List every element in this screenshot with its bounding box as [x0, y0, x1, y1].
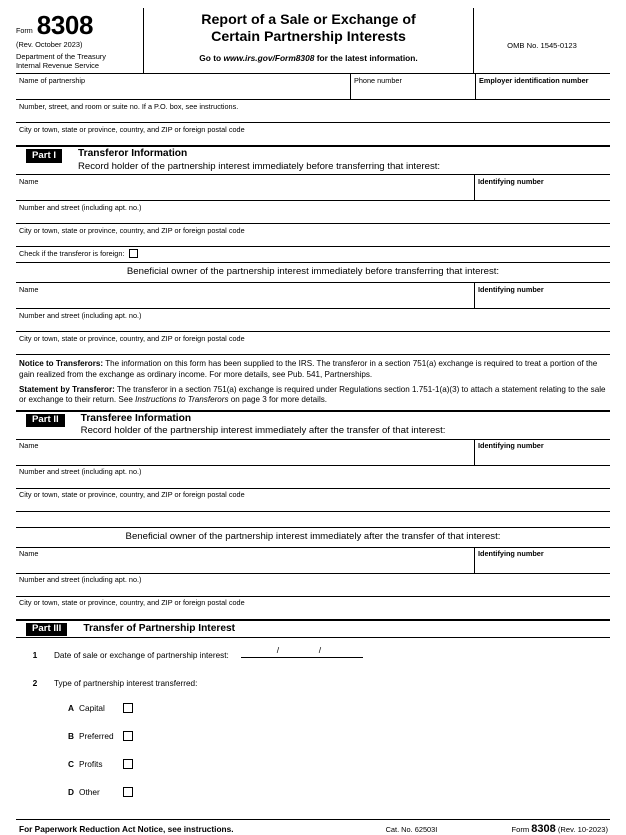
- transferor-record-street-caption: Number and street (including apt. no.): [19, 202, 142, 212]
- interest-type-option-c: [16, 759, 610, 769]
- transferor-record-city-caption: City or town, state or province, country, and ZIP or foreign postal code: [19, 225, 245, 235]
- part-2-subtitle: Record holder of the partnership interest immediately after the transfer of that interest:: [80, 425, 446, 437]
- transferee-record-ident-field[interactable]: [474, 440, 610, 465]
- line-1-number: 1: [32, 650, 38, 661]
- option-a-checkbox[interactable]: [123, 703, 133, 713]
- part-2-badge: Part II: [26, 414, 65, 428]
- footer-form-number: 8308: [531, 823, 556, 835]
- transferee-beneficial-city-field[interactable]: [16, 597, 610, 620]
- part-1-badge: Part I: [26, 149, 62, 163]
- option-b-letter: B: [68, 731, 74, 742]
- transferee-record-name-caption: Name: [19, 441, 39, 451]
- form-title-line-2: Certain Partnership Interests: [211, 28, 406, 45]
- date-of-sale-input[interactable]: [241, 646, 363, 658]
- partnership-identity-row: [16, 74, 610, 100]
- part-2-title: Transferee Information: [80, 412, 192, 424]
- statement-text-b: on page 3 for more details.: [228, 395, 328, 405]
- goto-line: [150, 53, 467, 63]
- transferor-record-name-caption: Name: [19, 176, 39, 186]
- form-number: 8308: [36, 10, 94, 40]
- transferee-record-name-field[interactable]: [16, 440, 474, 465]
- transferor-foreign-row: [16, 247, 610, 263]
- department-block: [16, 52, 139, 70]
- line-2-row: [16, 678, 610, 688]
- form-number-row: [16, 10, 139, 38]
- transferor-beneficial-ident-field[interactable]: [474, 283, 610, 308]
- goto-prefix: Go to: [199, 53, 224, 63]
- goto-suffix: for the latest information.: [314, 53, 418, 63]
- transferee-beneficial-street-field[interactable]: [16, 574, 610, 597]
- date-separator-1: /: [276, 645, 280, 656]
- line-1-row: [16, 645, 610, 663]
- statement-text-a: The transferor in a section 751(a) exchange is required under Regulations section 1.751-1(a)(3) to attach a statement relating to the sale or exchange to their return. See: [19, 384, 606, 405]
- form-label: Form: [16, 26, 33, 35]
- form-8308: [16, 8, 610, 835]
- transferor-record-name-field[interactable]: [16, 175, 474, 200]
- part-3-badge: Part III: [26, 623, 67, 637]
- department-line-2: Internal Revenue Service: [16, 61, 99, 71]
- transferor-beneficial-name-field[interactable]: [16, 283, 474, 308]
- transferor-foreign-checkbox[interactable]: [129, 249, 138, 258]
- part-3-banner: [16, 620, 610, 639]
- option-a-letter: A: [68, 703, 74, 714]
- partnership-name-caption: Name of partnership: [19, 75, 86, 85]
- partnership-city-field[interactable]: [16, 123, 610, 146]
- option-b-checkbox[interactable]: [123, 731, 133, 741]
- option-c-label: Profits: [79, 759, 103, 770]
- transferee-record-city-field[interactable]: [16, 489, 610, 512]
- footer-form-label: Form: [511, 825, 530, 835]
- part-1-subtitle: Record holder of the partnership interest immediately before transferring that interest:: [78, 160, 441, 172]
- notice-text: The information on this form has been supplied to the IRS. The transferor in a section 751(a) exchange is required to treat a portion of the gain realized from the exchange as ordinary income. For more details, see Pub. 541, Partnerships.: [19, 359, 598, 379]
- transferor-beneficial-city-field[interactable]: [16, 332, 610, 355]
- transferee-record-name-row: [16, 440, 610, 466]
- transferor-beneficial-name-row: [16, 283, 610, 309]
- option-c-letter: C: [68, 759, 74, 770]
- part-1-heading: [78, 148, 440, 173]
- catalog-number: Cat. No. 62503I: [385, 824, 438, 834]
- transferor-record-city-field[interactable]: [16, 224, 610, 247]
- interest-type-option-b: [16, 731, 610, 741]
- transferee-record-city-caption: City or town, state or province, country, and ZIP or foreign postal code: [19, 490, 245, 500]
- transferor-beneficial-ident-caption: Identifying number: [478, 284, 544, 294]
- line-2-number: 2: [32, 678, 38, 689]
- transferee-record-street-field[interactable]: [16, 466, 610, 489]
- date-separator-2: /: [318, 645, 322, 656]
- transferor-beneficial-name-caption: Name: [19, 284, 39, 294]
- statement-italic-ref: Instructions to Transferors: [135, 395, 229, 405]
- part-1-title: Transferor Information: [78, 148, 188, 160]
- option-d-letter: D: [68, 787, 74, 798]
- header-title-block: [144, 8, 474, 73]
- transferee-beneficial-street-caption: Number and street (including apt. no.): [19, 575, 142, 585]
- transferee-spacer-row: [16, 512, 610, 528]
- transferor-record-name-row: [16, 175, 610, 201]
- transferee-record-ident-caption: Identifying number: [478, 441, 544, 451]
- interest-type-option-d: [16, 787, 610, 797]
- notice-to-transferors: [19, 359, 606, 380]
- transferor-beneficial-heading: Beneficial owner of the partnership interest immediately before transferring that interest:: [16, 263, 610, 283]
- partnership-phone-caption: Phone number: [354, 75, 402, 85]
- partnership-name-field[interactable]: [16, 74, 350, 99]
- transferor-beneficial-street-field[interactable]: [16, 309, 610, 332]
- partnership-city-caption: City or town, state or province, country, and ZIP or foreign postal code: [19, 124, 245, 134]
- part-1-banner: [16, 146, 610, 175]
- header-left-block: [16, 8, 144, 73]
- option-d-checkbox[interactable]: [123, 787, 133, 797]
- part-3-title: Transfer of Partnership Interest: [83, 623, 236, 635]
- line-1-content: [54, 645, 363, 663]
- partnership-ein-field[interactable]: [475, 74, 610, 99]
- partnership-street-field[interactable]: [16, 100, 610, 123]
- form-footer: [16, 819, 610, 835]
- irs-url-link[interactable]: www.irs.gov/Form8308: [223, 53, 315, 63]
- omb-number: OMB No. 1545-0123: [507, 41, 577, 51]
- paperwork-notice: For Paperwork Reduction Act Notice, see instructions.: [19, 824, 234, 835]
- header-omb-block: [474, 8, 610, 73]
- part-2-banner: [16, 411, 610, 440]
- part-3-heading: [83, 623, 235, 635]
- transferor-foreign-line: [16, 247, 610, 258]
- transferor-foreign-caption: Check if the transferor is foreign:: [19, 249, 125, 259]
- transferee-beneficial-name-field[interactable]: [16, 548, 474, 573]
- transferor-beneficial-city-caption: City or town, state or province, country, and ZIP or foreign postal code: [19, 333, 245, 343]
- partnership-phone-field[interactable]: [350, 74, 475, 99]
- option-a-label: Capital: [79, 703, 105, 714]
- option-c-checkbox[interactable]: [123, 759, 133, 769]
- notice-block: [16, 355, 610, 410]
- transferee-beneficial-ident-caption: Identifying number: [478, 549, 544, 559]
- partnership-street-caption: Number, street, and room or suite no. If a P.O. box, see instructions.: [19, 101, 239, 111]
- transferor-record-ident-field[interactable]: [474, 175, 610, 200]
- footer-revision: (Rev. 10-2023): [557, 825, 608, 835]
- transferor-record-ident-caption: Identifying number: [478, 176, 544, 186]
- transferor-record-street-field[interactable]: [16, 201, 610, 224]
- form-revision: (Rev. October 2023): [16, 40, 83, 49]
- statement-by-transferor: [19, 385, 606, 406]
- transferee-beneficial-city-caption: City or town, state or province, country, and ZIP or foreign postal code: [19, 598, 245, 608]
- transferee-beneficial-ident-field[interactable]: [474, 548, 610, 573]
- part-3-body: [16, 638, 610, 819]
- transferee-beneficial-name-row: [16, 548, 610, 574]
- line-2-label: Type of partnership interest transferred:: [54, 679, 198, 689]
- part-2-heading: [81, 413, 446, 438]
- line-1-label: Date of sale or exchange of partnership interest:: [54, 651, 229, 661]
- transferor-beneficial-street-caption: Number and street (including apt. no.): [19, 310, 142, 320]
- interest-type-option-a: [16, 703, 610, 713]
- transferee-beneficial-name-caption: Name: [19, 549, 39, 559]
- option-d-label: Other: [79, 787, 100, 798]
- department-line-1: Department of the Treasury: [16, 52, 106, 61]
- form-title-line-1: Report of a Sale or Exchange of: [201, 12, 416, 28]
- partnership-ein-caption: Employer identification number: [479, 75, 589, 85]
- transferee-beneficial-heading: Beneficial owner of the partnership interest immediately after the transfer of that interest:: [16, 528, 610, 548]
- option-b-label: Preferred: [79, 731, 114, 742]
- statement-label: Statement by Transferor:: [19, 384, 115, 394]
- transferee-record-street-caption: Number and street (including apt. no.): [19, 467, 142, 477]
- footer-form-id: [511, 823, 608, 835]
- notice-label: Notice to Transferors:: [19, 359, 104, 369]
- form-header: [16, 8, 610, 74]
